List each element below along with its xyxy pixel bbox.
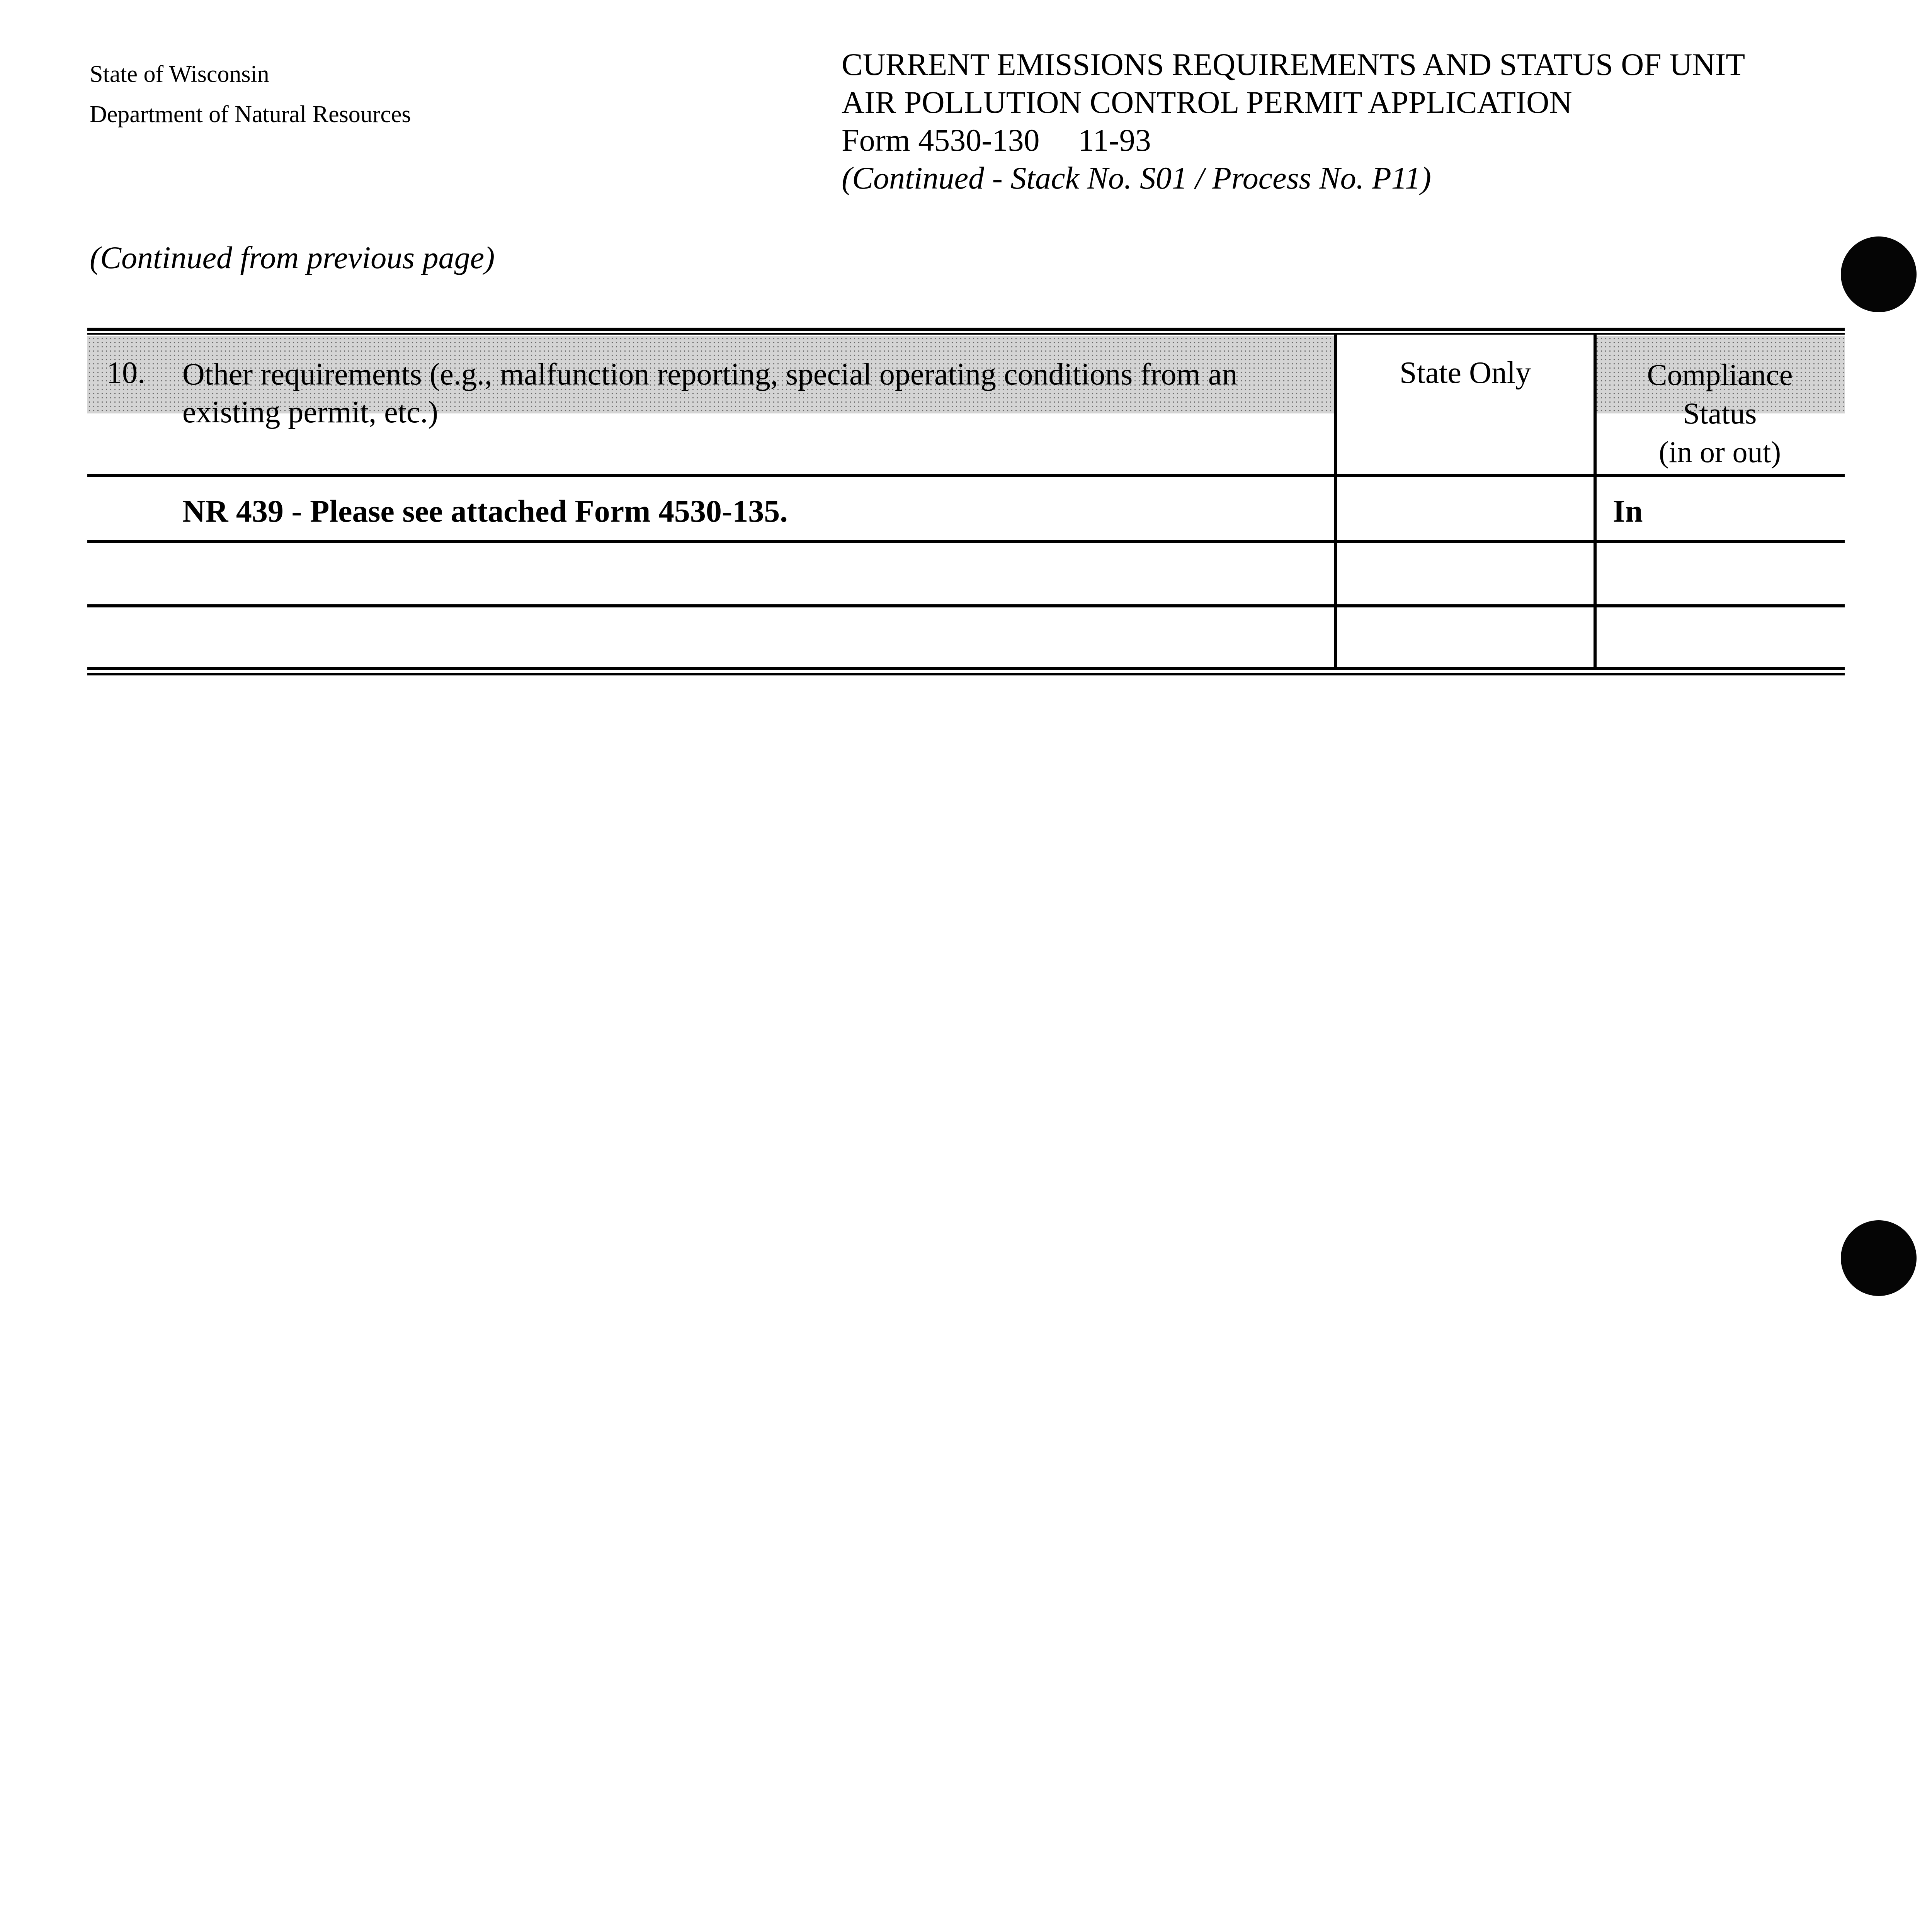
header-compliance-line1: Compliance [1647, 358, 1793, 391]
continued-from-previous-note: (Continued from previous page) [90, 240, 495, 275]
other-requirements-table [87, 323, 1845, 679]
agency-block [90, 54, 411, 134]
header-bottom-rule [87, 474, 1845, 477]
column-divider-compliance [1594, 333, 1597, 668]
table-top-rule-thin [87, 333, 1845, 335]
form-title-block [842, 46, 1745, 197]
header-description: Other requirements (e.g., malfunction reporting, special operating conditions from an existing permit, etc.) [182, 357, 1238, 429]
header-compliance-status [1595, 355, 1845, 471]
form-number-line [842, 121, 1745, 159]
header-compliance-line2: Status [1683, 396, 1757, 430]
header-state-only: State Only [1400, 356, 1531, 390]
form-number: Form 4530-130 [842, 122, 1040, 158]
table-bottom-rule-thin [87, 673, 1845, 675]
table-row-1-compliance-status: In [1613, 493, 1643, 529]
agency-state: State of Wisconsin [90, 61, 269, 87]
form-title-line2: AIR POLLUTION CONTROL PERMIT APPLICATION [842, 85, 1572, 120]
form-date: 11-93 [1078, 122, 1151, 158]
agency-department: Department of Natural Resources [90, 101, 411, 128]
column-divider-state [1334, 333, 1337, 668]
hole-punch-top [1841, 236, 1917, 312]
header-item-number: 10. [107, 356, 145, 390]
table-bottom-rule [87, 667, 1845, 670]
form-continued-line: (Continued - Stack No. S01 / Process No. P11) [842, 160, 1431, 196]
hole-punch-middle [1841, 1220, 1917, 1296]
table-top-rule [87, 328, 1845, 331]
table-row-1-description: NR 439 - Please see attached Form 4530-135. [182, 493, 788, 529]
header-compliance-line3: (in or out) [1658, 435, 1781, 469]
row-1-bottom-rule [87, 540, 1845, 543]
form-title-line1: CURRENT EMISSIONS REQUIREMENTS AND STATUS OF UNIT [842, 47, 1745, 82]
row-2-bottom-rule [87, 604, 1845, 607]
